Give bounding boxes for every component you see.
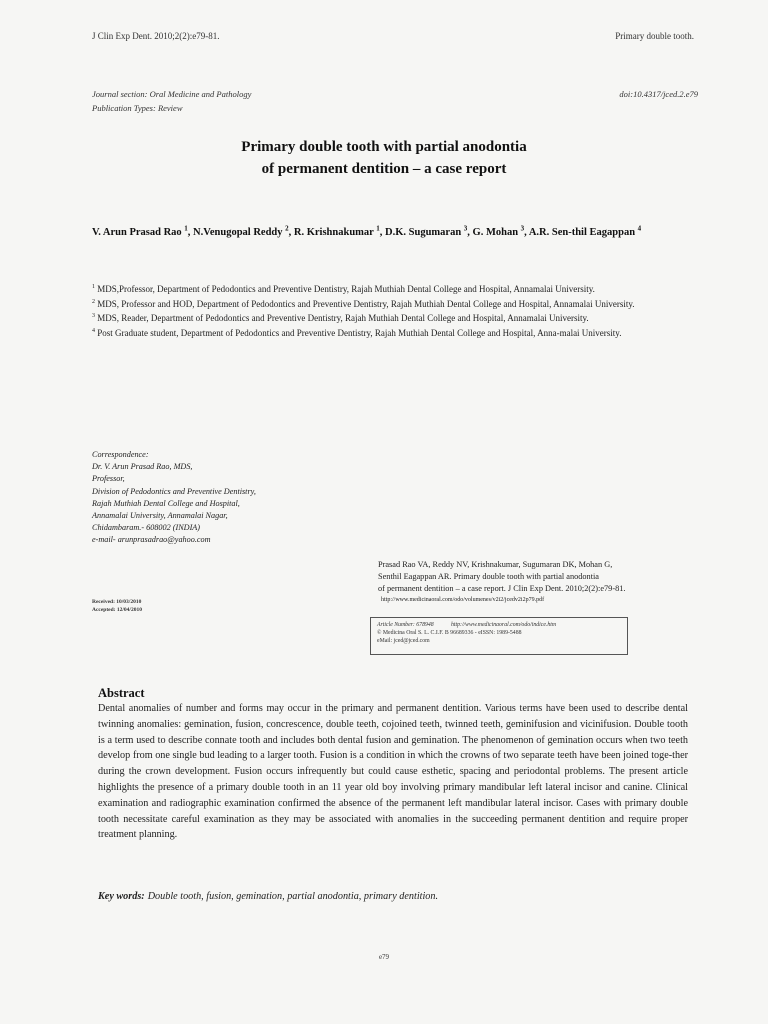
affiliations bbox=[92, 281, 692, 339]
running-title: Primary double tooth. bbox=[615, 31, 694, 41]
abstract-body: Dental anomalies of number and forms may occur in the primary and permanent dentition. Various terms have been used to describe dental twinning anomalies: gemination, fusion, concrescence, double teeth, cojoined teeth, twinned teeth, geminifusion and vicinifusion. Double tooth is a term used to describe connate tooth and includes both dental fusion and gemination. The phenomenon of gemination occurs when two teeth develop from one single bud leading to a larger tooth. Fusion is a condition in which the crowns of two separate teeth have been joined toge-ther during the crown development. Fusion occurs infrequently but could cause esthetic, spacing and periodontal problems. The present article highlights the presence of a primary double tooth in an 11 year old boy involving primary mandibular left lateral incisor and canine. Clinical examination and radiographic examination confirmed the absence of the permanent left mandibular lateral incisor. Cases with primary double tooth necessitate careful examination as they may be associated with anomalies in the succeeding permanent dentition and require proper treatment planning. bbox=[98, 703, 688, 841]
affiliation-item: $^1$ MDS,Professor, Department of Pedodontics and Preventive Dentistry, Rajah Muthiah Dental College and Hospital, Annamalai University. bbox=[92, 284, 595, 294]
citation-line: Senthil Eagappan AR. Primary double tooth with partial anodontia bbox=[378, 572, 599, 582]
author: G. Mohan $^3$, bbox=[472, 224, 529, 238]
correspondence-line: Dr. V. Arun Prasad Rao, MDS, bbox=[92, 462, 193, 472]
correspondence-line: Rajah Muthiah Dental College and Hospital, bbox=[92, 498, 240, 508]
title-line-2: of permanent dentition – a case report bbox=[261, 161, 507, 177]
publication-type: Publication Types: Review bbox=[92, 103, 183, 113]
submission-dates bbox=[92, 598, 142, 614]
author: R. Krishnakumar $^1$, bbox=[293, 224, 386, 238]
keywords-text: Double tooth, fusion, gemination, partial anodontia, primary dentition. bbox=[147, 891, 439, 902]
article-title bbox=[92, 136, 676, 180]
correspondence-line: Chidambaram.- 608002 (INDIA) bbox=[92, 523, 201, 533]
journal-index-link[interactable]: http://www.medicinaoral.com/odo/indice.htm bbox=[451, 622, 557, 628]
author: A.R. Sen-thil Eagappan $^4$ bbox=[528, 224, 642, 238]
citation bbox=[378, 559, 698, 604]
journal-reference: J Clin Exp Dent. 2010;2(2):e79-81. bbox=[92, 31, 220, 41]
author: N.Venugopal Reddy $^2$, bbox=[193, 224, 294, 238]
article-info-row bbox=[377, 621, 627, 629]
keywords-label: Key words: bbox=[98, 891, 145, 902]
copyright-notice: © Medicina Oral S. L. C.I.F. B 96689336 - eISSN: 1989-5488 bbox=[377, 630, 522, 636]
citation-line: Prasad Rao VA, Reddy NV, Krishnakumar, Sugumaran DK, Mohan G, bbox=[378, 560, 613, 569]
journal-section: Journal section: Oral Medicine and Pathology bbox=[92, 89, 252, 99]
keywords bbox=[98, 891, 698, 902]
correspondence-line: Professor, bbox=[92, 474, 125, 484]
citation-line: of permanent dentition – a case report. J Clin Exp Dent. 2010;2(2):e79-81. bbox=[378, 584, 626, 594]
title-line-1: Primary double tooth with partial anodontia bbox=[241, 139, 527, 155]
correspondence-line: Division of Pedodontics and Preventive Dentistry, bbox=[92, 486, 256, 496]
doi: doi:10.4317/jced.2.e79 bbox=[619, 89, 698, 99]
journal-email[interactable]: eMail: jced@jced.com bbox=[377, 638, 430, 644]
correspondence bbox=[92, 449, 372, 547]
page-number: e79 bbox=[378, 953, 390, 961]
affiliation-item: $^2$ MDS, Professor and HOD, Department of Pedodontics and Preventive Dentistry, Rajah Muthiah Dental College and Hospital, Annamalai University. bbox=[92, 298, 635, 309]
article-info-box bbox=[370, 617, 628, 655]
citation-url-link[interactable]: http://www.medicinaoral.com/odo/volumenes/v2i2/jcedv2i2p79.pdf bbox=[381, 596, 545, 603]
affiliation-item: $^3$ MDS, Reader, Department of Pedodontics and Preventive Dentistry, Rajah Muthiah Dental College and Hospital, Annamalai University. bbox=[92, 313, 589, 324]
correspondence-heading: Correspondence: bbox=[92, 450, 149, 459]
affiliation-item: $^4$ Post Graduate student, Department of Pedodontics and Preventive Dentistry, Rajah Muthiah Dental College and Hospital, Anna-malai University. bbox=[92, 327, 622, 338]
author: D.K. Sugumaran $^3$, bbox=[385, 224, 473, 238]
accepted-date: Accepted: 12/04/2010 bbox=[92, 607, 142, 613]
author-list bbox=[92, 221, 692, 240]
received-date: Received: 10/03/2010 bbox=[92, 599, 142, 605]
article-number: Article Number: 678948 bbox=[377, 622, 434, 628]
correspondence-email[interactable]: e-mail- arunprasadrao@yahoo.com bbox=[92, 535, 211, 545]
abstract-heading: Abstract bbox=[98, 686, 145, 700]
author: V. Arun Prasad Rao $^1$, bbox=[92, 224, 194, 238]
correspondence-line: Annamalai University, Annamalai Nagar, bbox=[92, 511, 228, 521]
